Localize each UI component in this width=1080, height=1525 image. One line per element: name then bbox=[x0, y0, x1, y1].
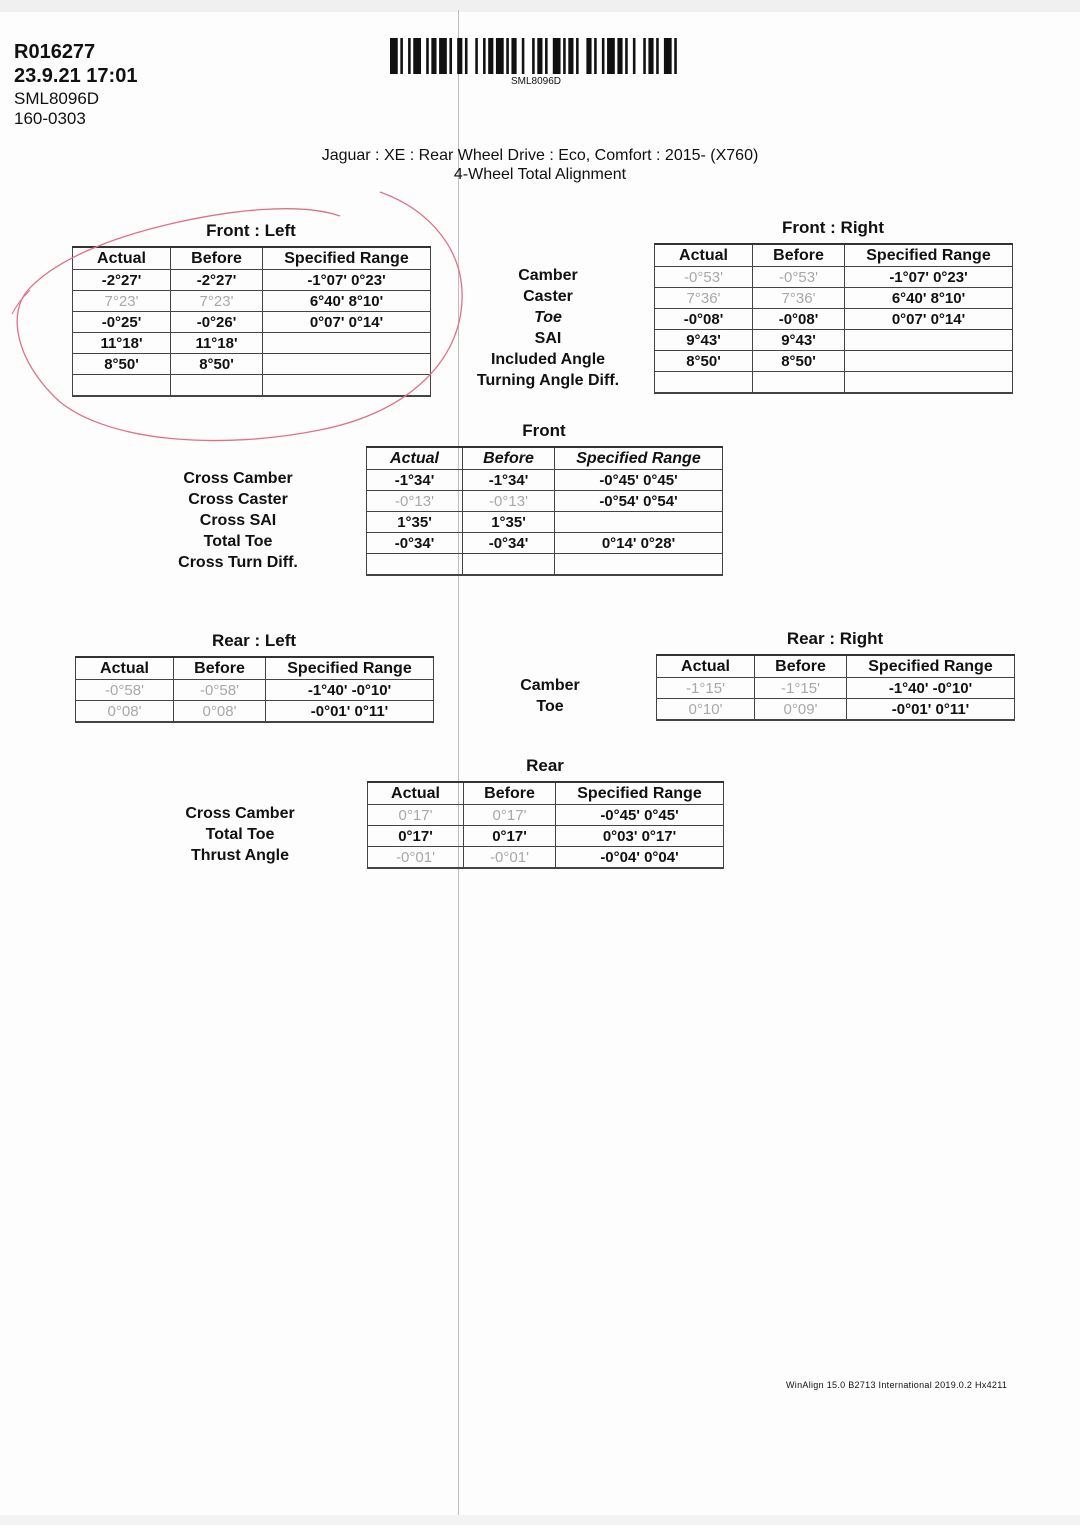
col-range: Specified Range bbox=[847, 655, 1015, 678]
barcode-bar bbox=[511, 38, 516, 74]
table-row bbox=[657, 699, 1015, 721]
barcode-bar bbox=[617, 38, 622, 74]
paper-bottom-edge bbox=[0, 1515, 1080, 1525]
barcode-bar bbox=[408, 38, 411, 74]
col-actual: Actual bbox=[367, 447, 463, 470]
barcode-bar bbox=[426, 38, 429, 74]
barcode-bar bbox=[674, 38, 677, 74]
table-row bbox=[655, 267, 1013, 288]
rear-right-table bbox=[656, 654, 1015, 721]
range-cell: -1°07' 0°23' bbox=[845, 267, 1013, 288]
barcode-bar bbox=[431, 38, 436, 74]
barcode-bar bbox=[457, 38, 462, 74]
before-cell: -0°58' bbox=[174, 680, 266, 701]
col-range: Specified Range bbox=[263, 247, 431, 270]
procedure-line: 4-Wheel Total Alignment bbox=[453, 166, 627, 183]
before-cell bbox=[171, 375, 263, 397]
col-before: Before bbox=[174, 657, 266, 680]
label-cross-sai: Cross SAI bbox=[199, 512, 277, 529]
rear-cross-table bbox=[367, 781, 724, 869]
barcode-text: SML8096D bbox=[510, 76, 562, 87]
barcode-bar bbox=[664, 38, 672, 74]
before-cell bbox=[463, 554, 555, 576]
actual-cell: -1°15' bbox=[657, 678, 755, 699]
actual-cell: 8°50' bbox=[655, 351, 753, 372]
label-rear-total-toe: Total Toe bbox=[205, 826, 275, 843]
col-before: Before bbox=[463, 447, 555, 470]
table-row bbox=[368, 826, 724, 847]
range-cell: -0°04' 0°04' bbox=[556, 847, 724, 869]
before-cell: -1°34' bbox=[463, 470, 555, 491]
barcode-bar bbox=[586, 38, 591, 74]
col-before: Before bbox=[171, 247, 263, 270]
table-row bbox=[368, 805, 724, 826]
before-cell: 0°08' bbox=[174, 701, 266, 723]
actual-cell: -0°25' bbox=[73, 312, 171, 333]
barcode-bar bbox=[648, 38, 653, 74]
paper-top-edge bbox=[0, 0, 1080, 12]
before-cell: -2°27' bbox=[171, 270, 263, 291]
col-range: Specified Range bbox=[845, 244, 1013, 267]
label-cross-camber: Cross Camber bbox=[183, 470, 293, 487]
before-cell: 8°50' bbox=[753, 351, 845, 372]
actual-cell bbox=[73, 375, 171, 397]
barcode-bar bbox=[594, 38, 597, 74]
actual-cell: 7°23' bbox=[73, 291, 171, 312]
actual-cell: 1°35' bbox=[367, 512, 463, 533]
barcode-bar bbox=[633, 38, 636, 74]
range-cell bbox=[555, 512, 723, 533]
actual-cell: -0°13' bbox=[367, 491, 463, 512]
label-camber: Camber bbox=[518, 267, 578, 284]
range-cell: -0°45' 0°45' bbox=[555, 470, 723, 491]
rear-cross-labels bbox=[154, 803, 326, 866]
col-actual: Actual bbox=[368, 782, 464, 805]
front-cross-title: Front bbox=[522, 421, 566, 440]
header-block bbox=[14, 42, 137, 130]
actual-cell: 9°43' bbox=[655, 330, 753, 351]
before-cell: 1°35' bbox=[463, 512, 555, 533]
barcode-bar bbox=[568, 38, 573, 74]
label-caster: Caster bbox=[523, 288, 573, 305]
barcode-bar bbox=[553, 38, 561, 74]
label-cross-caster: Cross Caster bbox=[188, 491, 288, 508]
range-cell: 6°40' 8°10' bbox=[845, 288, 1013, 309]
label-included-angle: Included Angle bbox=[490, 351, 606, 368]
actual-cell bbox=[367, 554, 463, 576]
actual-cell: -0°08' bbox=[655, 309, 753, 330]
front-cross-table bbox=[366, 446, 723, 576]
table-row bbox=[367, 533, 723, 554]
actual-cell: 0°10' bbox=[657, 699, 755, 721]
table-row bbox=[73, 333, 431, 354]
table-row bbox=[367, 491, 723, 512]
barcode-bar bbox=[602, 38, 605, 74]
before-cell bbox=[753, 372, 845, 394]
vehicle-line: Jaguar : XE : Rear Wheel Drive : Eco, Comfort : 2015- (X760) bbox=[321, 147, 759, 164]
label-sai: SAI bbox=[534, 330, 562, 347]
before-cell: -0°53' bbox=[753, 267, 845, 288]
actual-cell: -1°34' bbox=[367, 470, 463, 491]
col-actual: Actual bbox=[76, 657, 174, 680]
label-toe: Toe bbox=[534, 309, 562, 326]
barcode-bar bbox=[439, 38, 447, 74]
barcode-bar bbox=[643, 38, 646, 74]
table-row bbox=[73, 354, 431, 375]
range-cell bbox=[263, 375, 431, 397]
barcode bbox=[390, 38, 682, 74]
range-cell: 0°07' 0°14' bbox=[263, 312, 431, 333]
front-left-title: Front : Left bbox=[206, 221, 296, 240]
range-cell: 0°14' 0°28' bbox=[555, 533, 723, 554]
actual-cell: 0°08' bbox=[76, 701, 174, 723]
before-cell: 0°17' bbox=[464, 826, 556, 847]
col-actual: Actual bbox=[655, 244, 753, 267]
front-right-title: Front : Right bbox=[782, 218, 884, 237]
job-code: 160-0303 bbox=[14, 109, 86, 128]
front-right-table bbox=[654, 243, 1013, 394]
actual-cell: 0°17' bbox=[368, 826, 464, 847]
barcode-bar bbox=[488, 38, 493, 74]
barcode-bar bbox=[483, 38, 486, 74]
front-left-table bbox=[72, 246, 431, 397]
print-datetime: 23.9.21 17:01 bbox=[14, 65, 138, 87]
before-cell: -0°01' bbox=[464, 847, 556, 869]
barcode-bar bbox=[413, 38, 421, 74]
before-cell: 0°17' bbox=[464, 805, 556, 826]
barcode-bar bbox=[475, 38, 478, 74]
rear-right-title: Rear : Right bbox=[786, 629, 884, 648]
range-cell: 0°07' 0°14' bbox=[845, 309, 1013, 330]
col-range: Specified Range bbox=[555, 447, 723, 470]
table-row bbox=[73, 291, 431, 312]
before-cell: 0°09' bbox=[755, 699, 847, 721]
barcode-bar bbox=[545, 38, 548, 74]
actual-cell: -0°58' bbox=[76, 680, 174, 701]
rear-cross-title: Rear bbox=[526, 756, 564, 775]
range-cell: 6°40' 8°10' bbox=[263, 291, 431, 312]
col-range: Specified Range bbox=[556, 782, 724, 805]
vehicle-title bbox=[0, 146, 1080, 184]
barcode-bar bbox=[522, 38, 525, 74]
before-cell: 7°36' bbox=[753, 288, 845, 309]
barcode-bar bbox=[465, 38, 468, 74]
range-cell: -0°01' 0°11' bbox=[847, 699, 1015, 721]
barcode-bar bbox=[576, 38, 579, 74]
range-cell: -1°07' 0°23' bbox=[263, 270, 431, 291]
label-rear-camber: Camber bbox=[520, 677, 580, 694]
range-cell bbox=[845, 330, 1013, 351]
front-measure-labels bbox=[462, 265, 634, 391]
range-cell bbox=[263, 354, 431, 375]
rear-left-table bbox=[75, 656, 434, 723]
table-row bbox=[76, 680, 434, 701]
before-cell: -0°13' bbox=[463, 491, 555, 512]
col-before: Before bbox=[755, 655, 847, 678]
table-row bbox=[655, 288, 1013, 309]
table-row bbox=[367, 512, 723, 533]
table-row bbox=[368, 847, 724, 869]
table-row bbox=[367, 554, 723, 576]
rear-measure-labels bbox=[464, 675, 636, 717]
range-cell bbox=[263, 333, 431, 354]
table-row bbox=[73, 375, 431, 397]
range-cell: 0°03' 0°17' bbox=[556, 826, 724, 847]
table-row bbox=[657, 678, 1015, 699]
barcode-bar bbox=[537, 38, 542, 74]
barcode-bar bbox=[390, 38, 398, 74]
range-cell: -1°40' -0°10' bbox=[847, 678, 1015, 699]
table-row bbox=[655, 351, 1013, 372]
label-rear-cross-camber: Cross Camber bbox=[185, 805, 295, 822]
table-row bbox=[655, 330, 1013, 351]
actual-cell: -0°01' bbox=[368, 847, 464, 869]
actual-cell: -0°53' bbox=[655, 267, 753, 288]
before-cell: -1°15' bbox=[755, 678, 847, 699]
range-cell bbox=[845, 351, 1013, 372]
col-before: Before bbox=[753, 244, 845, 267]
label-rear-toe: Toe bbox=[536, 698, 564, 715]
table-row bbox=[73, 270, 431, 291]
actual-cell: 0°17' bbox=[368, 805, 464, 826]
barcode-bar bbox=[625, 38, 628, 74]
barcode-bar bbox=[506, 38, 509, 74]
range-cell: -0°54' 0°54' bbox=[555, 491, 723, 512]
before-cell: -0°08' bbox=[753, 309, 845, 330]
barcode-bar bbox=[400, 38, 403, 74]
before-cell: -0°26' bbox=[171, 312, 263, 333]
table-row bbox=[655, 309, 1013, 330]
col-actual: Actual bbox=[657, 655, 755, 678]
actual-cell: -2°27' bbox=[73, 270, 171, 291]
record-id: R016277 bbox=[14, 41, 96, 63]
barcode-bar bbox=[496, 38, 504, 74]
actual-cell: -0°34' bbox=[367, 533, 463, 554]
barcode-bar bbox=[656, 38, 659, 74]
before-cell: -0°34' bbox=[463, 533, 555, 554]
actual-cell: 8°50' bbox=[73, 354, 171, 375]
label-turning-angle-diff: Turning Angle Diff. bbox=[476, 372, 620, 389]
actual-cell bbox=[655, 372, 753, 394]
range-cell bbox=[555, 554, 723, 576]
before-cell: 8°50' bbox=[171, 354, 263, 375]
range-cell: -0°01' 0°11' bbox=[266, 701, 434, 723]
range-cell bbox=[845, 372, 1013, 394]
barcode-bar bbox=[532, 38, 535, 74]
range-cell: -1°40' -0°10' bbox=[266, 680, 434, 701]
table-row bbox=[367, 470, 723, 491]
label-cross-turn-diff: Cross Turn Diff. bbox=[178, 554, 298, 571]
table-row bbox=[655, 372, 1013, 394]
before-cell: 7°23' bbox=[171, 291, 263, 312]
barcode-bar bbox=[449, 38, 452, 74]
label-thrust-angle: Thrust Angle bbox=[190, 847, 290, 864]
software-version: WinAlign 15.0 B2713 International 2019.0.2 Hx4211 bbox=[786, 1380, 1008, 1390]
front-cross-labels bbox=[152, 468, 324, 573]
actual-cell: 11°18' bbox=[73, 333, 171, 354]
rear-left-title: Rear : Left bbox=[211, 631, 297, 650]
registration: SML8096D bbox=[14, 89, 100, 108]
barcode-bar bbox=[607, 38, 615, 74]
col-range: Specified Range bbox=[266, 657, 434, 680]
actual-cell: 7°36' bbox=[655, 288, 753, 309]
range-cell: -0°45' 0°45' bbox=[556, 805, 724, 826]
label-total-toe: Total Toe bbox=[203, 533, 273, 550]
before-cell: 9°43' bbox=[753, 330, 845, 351]
table-row bbox=[73, 312, 431, 333]
col-before: Before bbox=[464, 782, 556, 805]
col-actual: Actual bbox=[73, 247, 171, 270]
before-cell: 11°18' bbox=[171, 333, 263, 354]
barcode-bar bbox=[563, 38, 566, 74]
table-row bbox=[76, 701, 434, 723]
